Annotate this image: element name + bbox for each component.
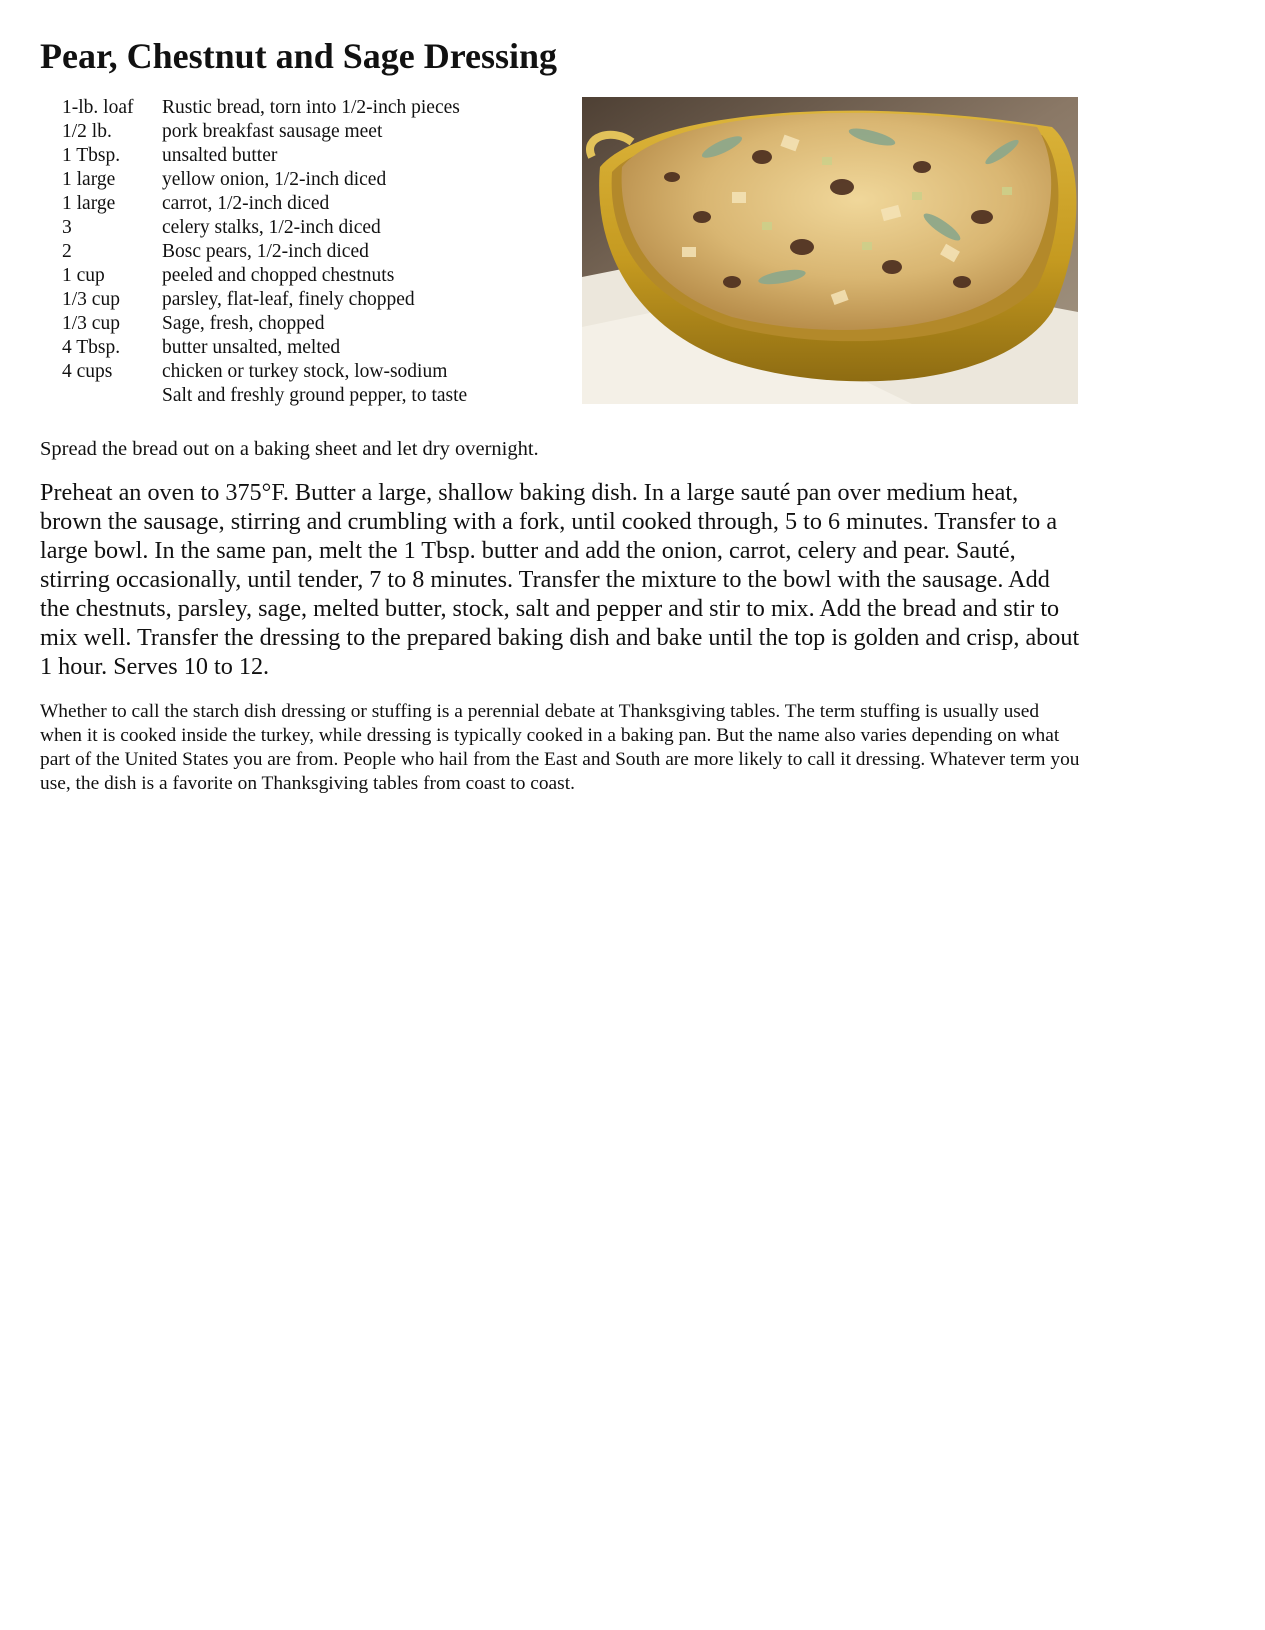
dressing-illustration — [582, 97, 1078, 404]
dressing-note: Whether to call the starch dish dressing or stuffing is a perennial debate at Thanksgiving tables. The term stuffing is usually used when it is cooked inside the turkey, while dressing is typically cooked in a baking pan. But the name also varies depending on what part of the United States you are from. People who hail from the East and South are more likely to call it dressing. Whatever term you use, the dish is a favorite on Thanksgiving tables from coast to coast. — [40, 701, 1080, 794]
ingredient-row — [62, 312, 582, 336]
ingredient-quantity — [62, 384, 162, 408]
ingredient-row — [62, 144, 582, 168]
ingredient-quantity: 1 large — [62, 169, 116, 190]
ingredient-quantity: 1/2 lb. — [62, 121, 112, 142]
ingredient-list — [62, 96, 582, 408]
ingredient-item: Salt and freshly ground pepper, to taste — [162, 385, 468, 406]
recipe-title: Pear, Chestnut and Sage Dressing — [40, 36, 558, 76]
ingredient-quantity: 4 Tbsp. — [62, 337, 121, 358]
ingredient-quantity: 3 — [62, 217, 72, 238]
ingredient-row — [62, 360, 582, 384]
ingredient-item: celery stalks, 1/2-inch diced — [162, 217, 381, 238]
ingredient-row — [62, 288, 582, 312]
ingredient-quantity: 1/3 cup — [62, 289, 120, 310]
instruction-step-1: Spread the bread out on a baking sheet and let dry overnight. — [40, 438, 539, 460]
ingredient-row — [62, 96, 582, 120]
ingredient-item: Rustic bread, torn into 1/2-inch pieces — [162, 97, 460, 118]
ingredient-quantity: 4 cups — [62, 361, 113, 382]
instruction-step-2: Preheat an oven to 375°F. Butter a large, shallow baking dish. In a large sauté pan over medium heat, brown the sausage, stirring and crumbling with a fork, until cooked through, 5 to 6 minutes. Transfer to a large bowl. In the same pan, melt the 1 Tbsp. butter and add the onion, carrot, celery and pear. Sauté, stirring occasionally, until tender, 7 to 8 minutes. Transfer the mixture to the bowl with the sausage. Add the chestnuts, parsley, sage, melted butter, stock, salt and pepper and stir to mix. Add the bread and stir to mix well. Transfer the dressing to the prepared baking dish and bake until the top is golden and crisp, about 1 hour. Serves 10 to 12. — [40, 479, 1080, 680]
ingredient-row — [62, 168, 582, 192]
ingredient-quantity: 1 cup — [62, 265, 105, 286]
ingredient-item: chicken or turkey stock, low-sodium — [162, 361, 448, 382]
ingredient-row — [62, 384, 582, 408]
ingredient-item: unsalted butter — [162, 145, 278, 166]
ingredient-quantity: 1-lb. loaf — [62, 97, 134, 118]
ingredient-item: butter unsalted, melted — [162, 337, 341, 358]
ingredient-row — [62, 240, 582, 264]
ingredient-quantity: 1 Tbsp. — [62, 145, 121, 166]
dressing-photo — [582, 97, 1078, 404]
ingredient-row — [62, 336, 582, 360]
ingredient-item: Bosc pears, 1/2-inch diced — [162, 241, 369, 262]
ingredient-item: pork breakfast sausage meet — [162, 121, 383, 142]
ingredient-row — [62, 264, 582, 288]
ingredient-item: parsley, flat-leaf, finely chopped — [162, 289, 415, 310]
ingredient-quantity: 1 large — [62, 193, 116, 214]
ingredient-row — [62, 216, 582, 240]
ingredient-quantity: 1/3 cup — [62, 313, 120, 334]
ingredient-item: yellow onion, 1/2-inch diced — [162, 169, 387, 190]
ingredient-row — [62, 120, 582, 144]
ingredient-item: carrot, 1/2-inch diced — [162, 193, 330, 214]
ingredient-quantity: 2 — [62, 241, 72, 262]
ingredient-item: Sage, fresh, chopped — [162, 313, 325, 334]
ingredient-item: peeled and chopped chestnuts — [162, 265, 395, 286]
ingredient-row — [62, 192, 582, 216]
